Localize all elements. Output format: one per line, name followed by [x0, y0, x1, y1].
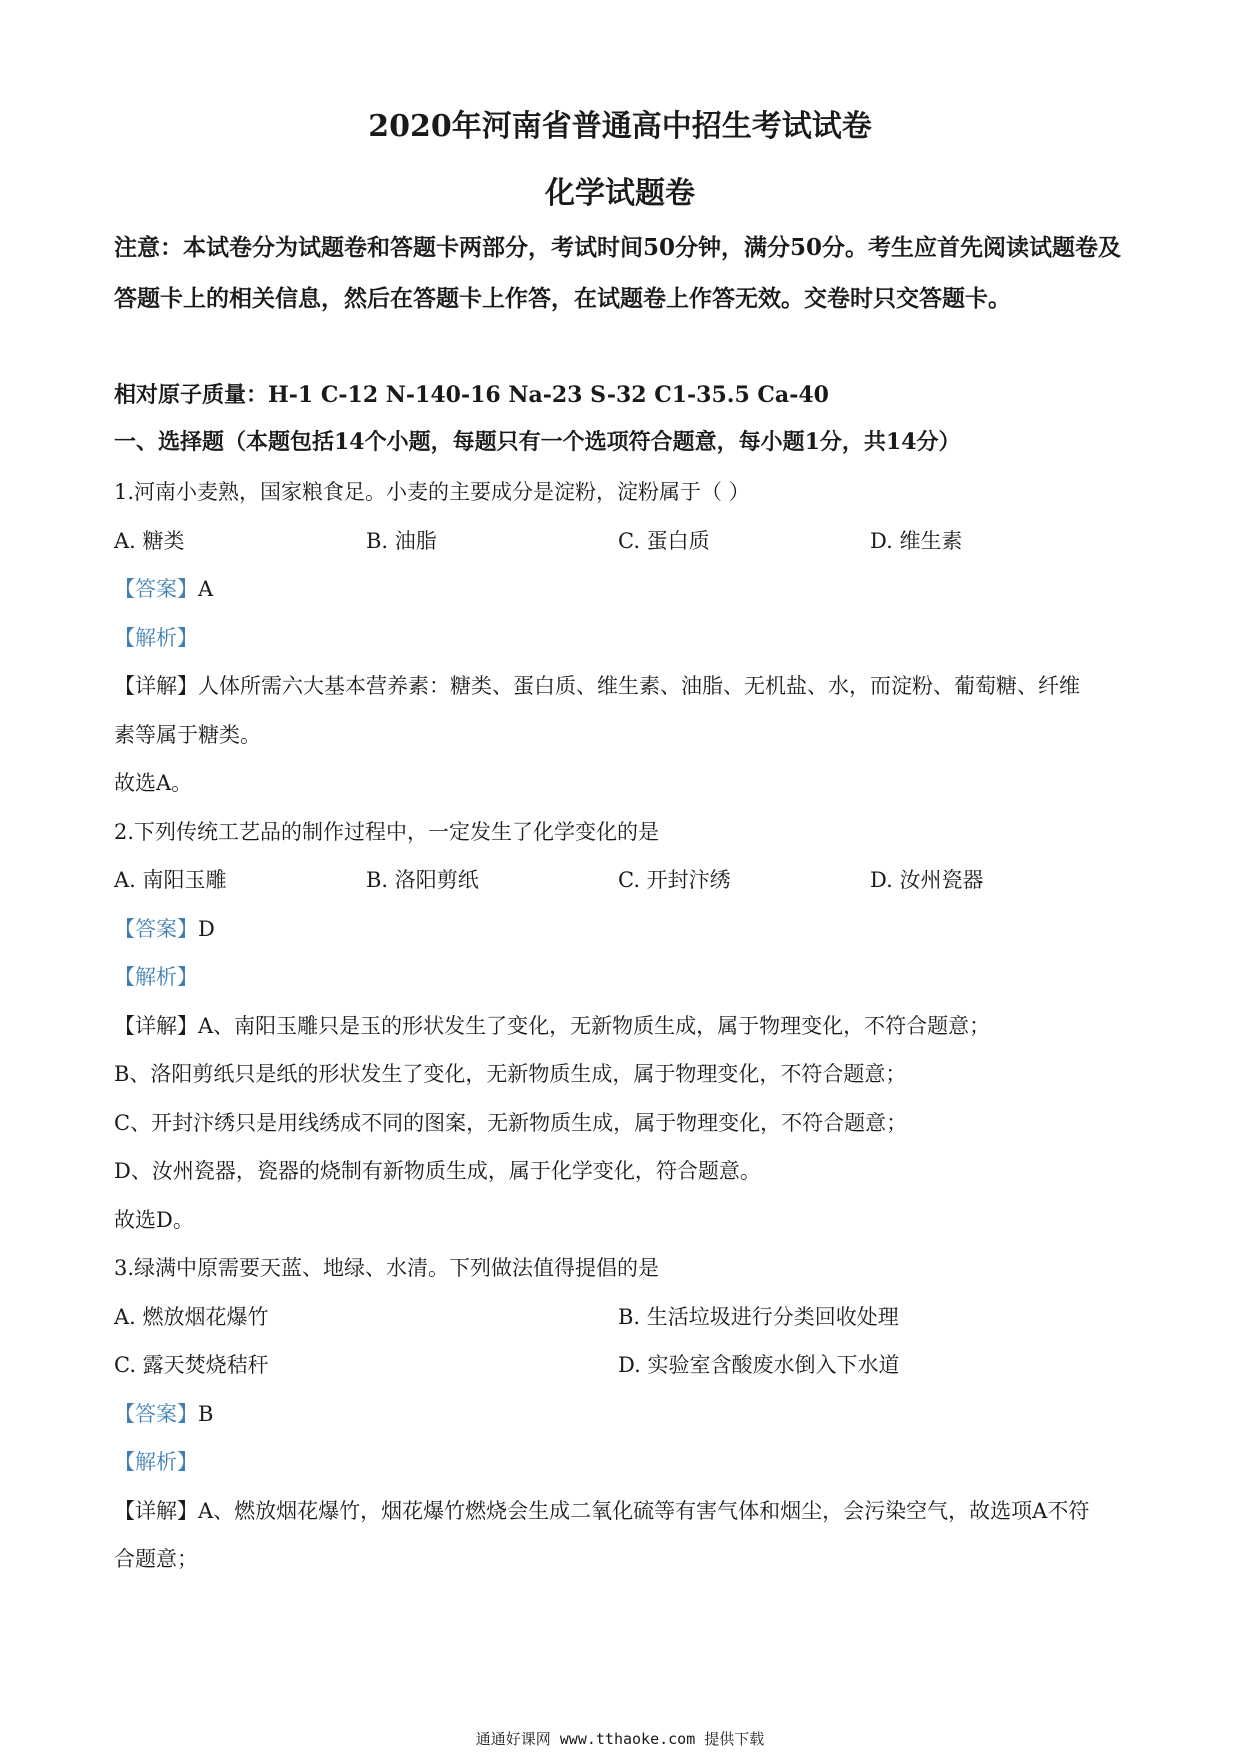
q3-option-d: D. 实验室含酸废水倒入下水道 [618, 1353, 900, 1377]
q2-option-a: A. 南阳玉雕 [114, 868, 227, 892]
q2-answer: D [198, 917, 215, 941]
exam-subtitle: 化学试题卷 [545, 176, 695, 211]
notice-paragraph: 注意：本试卷分为试题卷和答题卡两部分，考试时间50分钟，满分50分。考生应首先阅读试题卷及答题卡上的相关信息，然后在答题卡上作答，在试题卷上作答无效。交卷时只交答题卡。 [114, 234, 1122, 312]
q2-detail-a [114, 1012, 1134, 1040]
answer-label: 【答案】 [114, 577, 198, 601]
q2-option-c: C. 开封汴绣 [618, 868, 731, 892]
q1-option-b: B. 油脂 [366, 529, 437, 553]
atomic-mass-line: 相对原子质量：H-1 C-12 N-140-16 Na-23 S-32 C1-35.5 Ca-40 [114, 382, 829, 408]
q3-option-c: C. 露天焚烧秸秆 [114, 1353, 269, 1377]
q1-answer-line [114, 575, 1134, 603]
q1-detail-line-1 [114, 672, 1134, 700]
q1-answer: A [198, 577, 214, 601]
q2-analysis-label: 【解析】 [114, 965, 198, 989]
q2-option-d: D. 汝州瓷器 [870, 868, 984, 892]
q1-option-c: C. 蛋白质 [618, 529, 710, 553]
q2-option-b: B. 洛阳剪纸 [366, 868, 479, 892]
section-title: 一、选择题（本题包括14个小题，每题只有一个选项符合题意，每小题1分，共14分） [114, 429, 961, 455]
q1-detail-text: 人体所需六大基本营养素：糖类、蛋白质、维生素、油脂、无机盐、水，而淀粉、葡萄糖、纤维 [198, 674, 1080, 698]
q3-analysis-label: 【解析】 [114, 1450, 198, 1474]
q2-detail-c: C、开封汴绣只是用线绣成不同的图案，无新物质生成，属于物理变化，不符合题意； [114, 1111, 908, 1135]
q2-detail-d: D、汝州瓷器，瓷器的烧制有新物质生成，属于化学变化，符合题意。 [114, 1159, 761, 1183]
detail-label: 【详解】 [114, 1499, 198, 1523]
answer-label: 【答案】 [114, 1402, 198, 1426]
q3-option-a: A. 燃放烟花爆竹 [114, 1305, 269, 1329]
q3-option-b: B. 生活垃圾进行分类回收处理 [618, 1305, 899, 1329]
q1-option-d: D. 维生素 [870, 529, 963, 553]
detail-label: 【详解】 [114, 1014, 198, 1038]
exam-title: 2020年河南省普通高中招生考试试卷 [368, 109, 872, 144]
q2-answer-line [114, 915, 1134, 943]
q1-analysis-label: 【解析】 [114, 626, 198, 650]
detail-label: 【详解】 [114, 674, 198, 698]
q3-detail-line-1 [114, 1497, 1134, 1525]
page-footer: 通通好课网 www.tthaoke.com 提供下载 [475, 1730, 765, 1748]
q2-detail-a-text: A、南阳玉雕只是玉的形状发生了变化，无新物质生成，属于物理变化，不符合题意； [198, 1014, 991, 1038]
q2-conclusion: 故选D。 [114, 1208, 194, 1232]
q3-detail-text: A、燃放烟花爆竹，烟花爆竹燃烧会生成二氧化硫等有害气体和烟尘，会污染空气，故选项A不符 [198, 1499, 1090, 1523]
q2-detail-b: B、洛阳剪纸只是纸的形状发生了变化，无新物质生成，属于物理变化，不符合题意； [114, 1062, 907, 1086]
q1-detail-line-2: 素等属于糖类。 [114, 723, 261, 747]
question-1-stem: 1.河南小麦熟，国家粮食足。小麦的主要成分是淀粉，淀粉属于（ ） [114, 480, 750, 504]
question-2-stem: 2.下列传统工艺品的制作过程中，一定发生了化学变化的是 [114, 820, 660, 844]
q3-answer: B [198, 1402, 214, 1426]
q1-conclusion: 故选A。 [114, 771, 193, 795]
q1-option-a: A. 糖类 [114, 529, 185, 553]
q3-answer-line [114, 1400, 1134, 1428]
q3-detail-line-2: 合题意； [114, 1547, 198, 1571]
question-3-stem: 3.绿满中原需要天蓝、地绿、水清。下列做法值得提倡的是 [114, 1256, 660, 1280]
answer-label: 【答案】 [114, 917, 198, 941]
